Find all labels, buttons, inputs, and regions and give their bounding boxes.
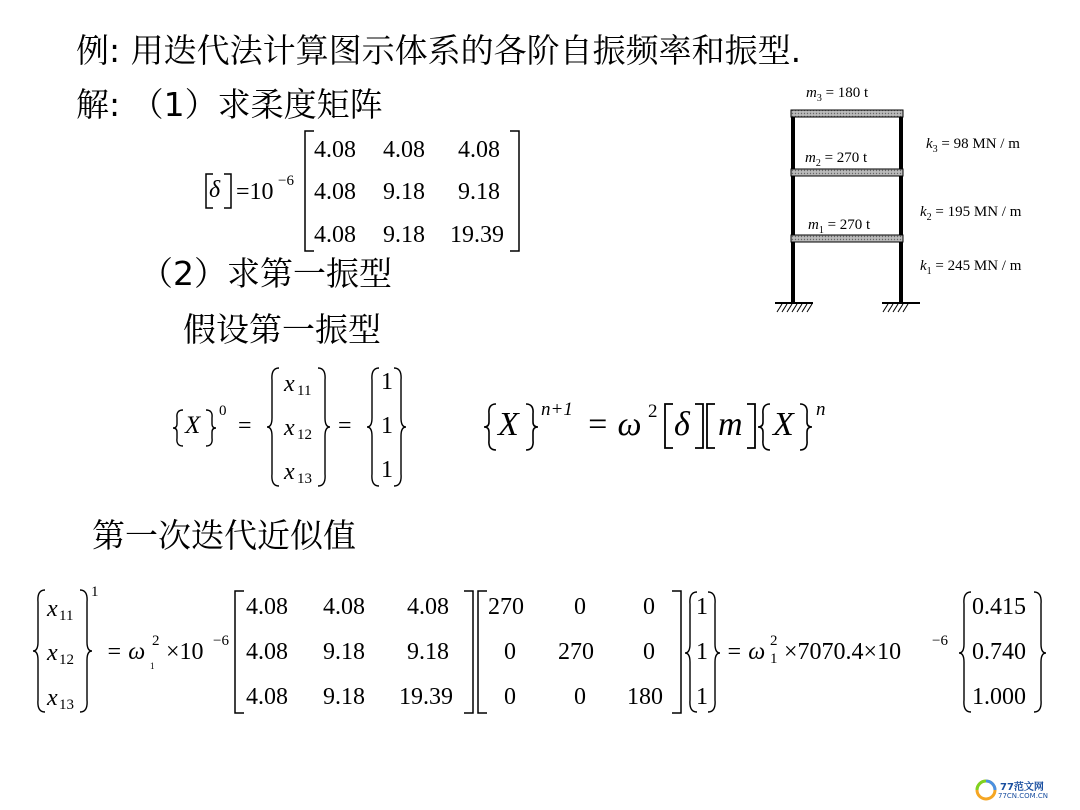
matrix-cell: 9.18 — [383, 222, 425, 248]
assume-heading: 假设第一振型 — [183, 310, 381, 349]
matrix-right-bracket — [462, 590, 476, 716]
matrix-cell: 4.08 — [407, 594, 449, 620]
frame-structure — [770, 100, 910, 320]
subscript: 12 — [59, 652, 74, 668]
x-symbol: X — [773, 406, 794, 443]
logo-ring-icon — [974, 778, 998, 802]
x-symbol: X — [498, 406, 519, 443]
right-brace-large — [1032, 590, 1048, 716]
mass-cell: 0 — [643, 594, 655, 620]
superscript: 2 — [648, 401, 658, 422]
scale-factor: ×10 — [166, 639, 204, 665]
exponent: −6 — [213, 633, 229, 649]
subscript: 13 — [297, 471, 312, 487]
vector-element: 1 — [696, 594, 708, 620]
matrix-cell: 4.08 — [246, 594, 288, 620]
left-brace-large — [266, 366, 282, 490]
omega-term: = ω — [586, 406, 642, 443]
exponent: −6 — [932, 633, 948, 649]
first-iteration-heading: 第一次迭代近似值 — [92, 516, 356, 555]
matrix-cell: 4.08 — [323, 594, 365, 620]
delta-exponent: −6 — [278, 173, 294, 189]
subscript: 12 — [297, 427, 312, 443]
right-brace-large — [706, 590, 722, 716]
subscript: 1 — [770, 651, 778, 667]
step1-heading: 解: （1）求柔度矩阵 — [76, 85, 383, 124]
vector-element: x — [47, 640, 58, 666]
mass-cell: 0 — [643, 639, 655, 665]
subscript: 11 — [59, 608, 74, 624]
equals-sign: = — [338, 413, 352, 439]
delta-factor: =10 — [236, 179, 274, 205]
mass-cell: 270 — [488, 594, 524, 620]
matrix-cell: 9.18 — [383, 179, 425, 205]
mass-cell: 180 — [627, 684, 663, 710]
subscript: 1 — [150, 661, 155, 671]
superscript: 1 — [91, 584, 99, 600]
mass-cell: 0 — [574, 684, 586, 710]
omega-term: = ω — [726, 639, 766, 665]
matrix-cell: 9.18 — [323, 639, 365, 665]
left-brace — [756, 402, 774, 452]
stiffness-label-k3: $k_3 = 98$ MN / m — [926, 136, 1020, 155]
superscript: 2 — [770, 633, 778, 649]
scale-factor: ×7070.4×10 — [784, 639, 902, 665]
mass-cell: 270 — [558, 639, 594, 665]
matrix-left-bracket — [233, 590, 247, 716]
vector-element: x — [47, 596, 58, 622]
mass-label-m3: $m_3 = 180$ t — [806, 85, 869, 104]
left-brace-large — [366, 366, 382, 490]
vector-element: x — [284, 371, 295, 397]
matrix-right-bracket — [670, 590, 684, 716]
left-bracket — [704, 402, 718, 452]
mass-label-m1: $m_1 = 270$ t — [808, 217, 871, 236]
omega-term: = ω — [106, 639, 146, 665]
right-brace-large — [392, 366, 408, 490]
problem-title: 例: 用迭代法计算图示体系的各阶自振频率和振型. — [76, 31, 802, 70]
matrix-cell: 4.08 — [246, 684, 288, 710]
superscript: 2 — [152, 633, 160, 649]
matrix-cell: 4.08 — [314, 222, 356, 248]
superscript: n+1 — [541, 399, 573, 420]
matrix-cell: 9.18 — [323, 684, 365, 710]
matrix-cell: 4.08 — [314, 179, 356, 205]
vector-element: x — [284, 459, 295, 485]
vector-element: 1 — [696, 684, 708, 710]
delta-symbol: δ — [209, 177, 221, 203]
left-brace-large — [32, 588, 48, 716]
equals-sign: = — [238, 413, 252, 439]
mass-label-m2: $m_2 = 270$ t — [805, 150, 868, 169]
mass-cell: 0 — [504, 684, 516, 710]
mass-cell: 0 — [574, 594, 586, 620]
vector-element: 1 — [381, 457, 393, 483]
mass-cell: 0 — [504, 639, 516, 665]
x-symbol: X — [185, 412, 201, 439]
subscript: 13 — [59, 697, 74, 713]
matrix-cell: 9.18 — [458, 179, 500, 205]
matrix-cell: 9.18 — [407, 639, 449, 665]
site-logo — [974, 776, 1074, 804]
step2-heading: （2）求第一振型 — [140, 254, 392, 293]
mass-symbol: m — [718, 406, 743, 443]
right-brace-large — [78, 588, 94, 716]
right-brace — [204, 408, 218, 448]
matrix-cell: 4.08 — [314, 137, 356, 163]
left-brace — [172, 408, 186, 448]
vector-element: x — [47, 685, 58, 711]
superscript: n — [816, 399, 826, 420]
stiffness-label-k1: $k_1 = 245$ MN / m — [920, 258, 1022, 277]
matrix-cell: 19.39 — [450, 222, 504, 248]
matrix-cell: 4.08 — [383, 137, 425, 163]
vector-element: x — [284, 415, 295, 441]
right-brace — [797, 402, 815, 452]
right-brace — [523, 402, 541, 452]
subscript: 11 — [297, 383, 312, 399]
matrix-cell: 4.08 — [458, 137, 500, 163]
logo-text: 77范文网 — [1000, 782, 1044, 793]
right-brace-large — [316, 366, 332, 490]
result-element: 0.415 — [972, 594, 1026, 620]
result-element: 0.740 — [972, 639, 1026, 665]
logo-url: 77CN.COM.CN — [998, 792, 1049, 800]
result-element: 1.000 — [972, 684, 1026, 710]
vector-element: 1 — [696, 639, 708, 665]
vector-element: 1 — [381, 413, 393, 439]
matrix-cell: 4.08 — [246, 639, 288, 665]
stiffness-label-k2: $k_2 = 195$ MN / m — [920, 204, 1022, 223]
matrix-right-bracket — [508, 130, 522, 254]
superscript: 0 — [219, 403, 227, 419]
matrix-cell: 19.39 — [399, 684, 453, 710]
delta-symbol: δ — [674, 406, 690, 443]
vector-element: 1 — [381, 369, 393, 395]
